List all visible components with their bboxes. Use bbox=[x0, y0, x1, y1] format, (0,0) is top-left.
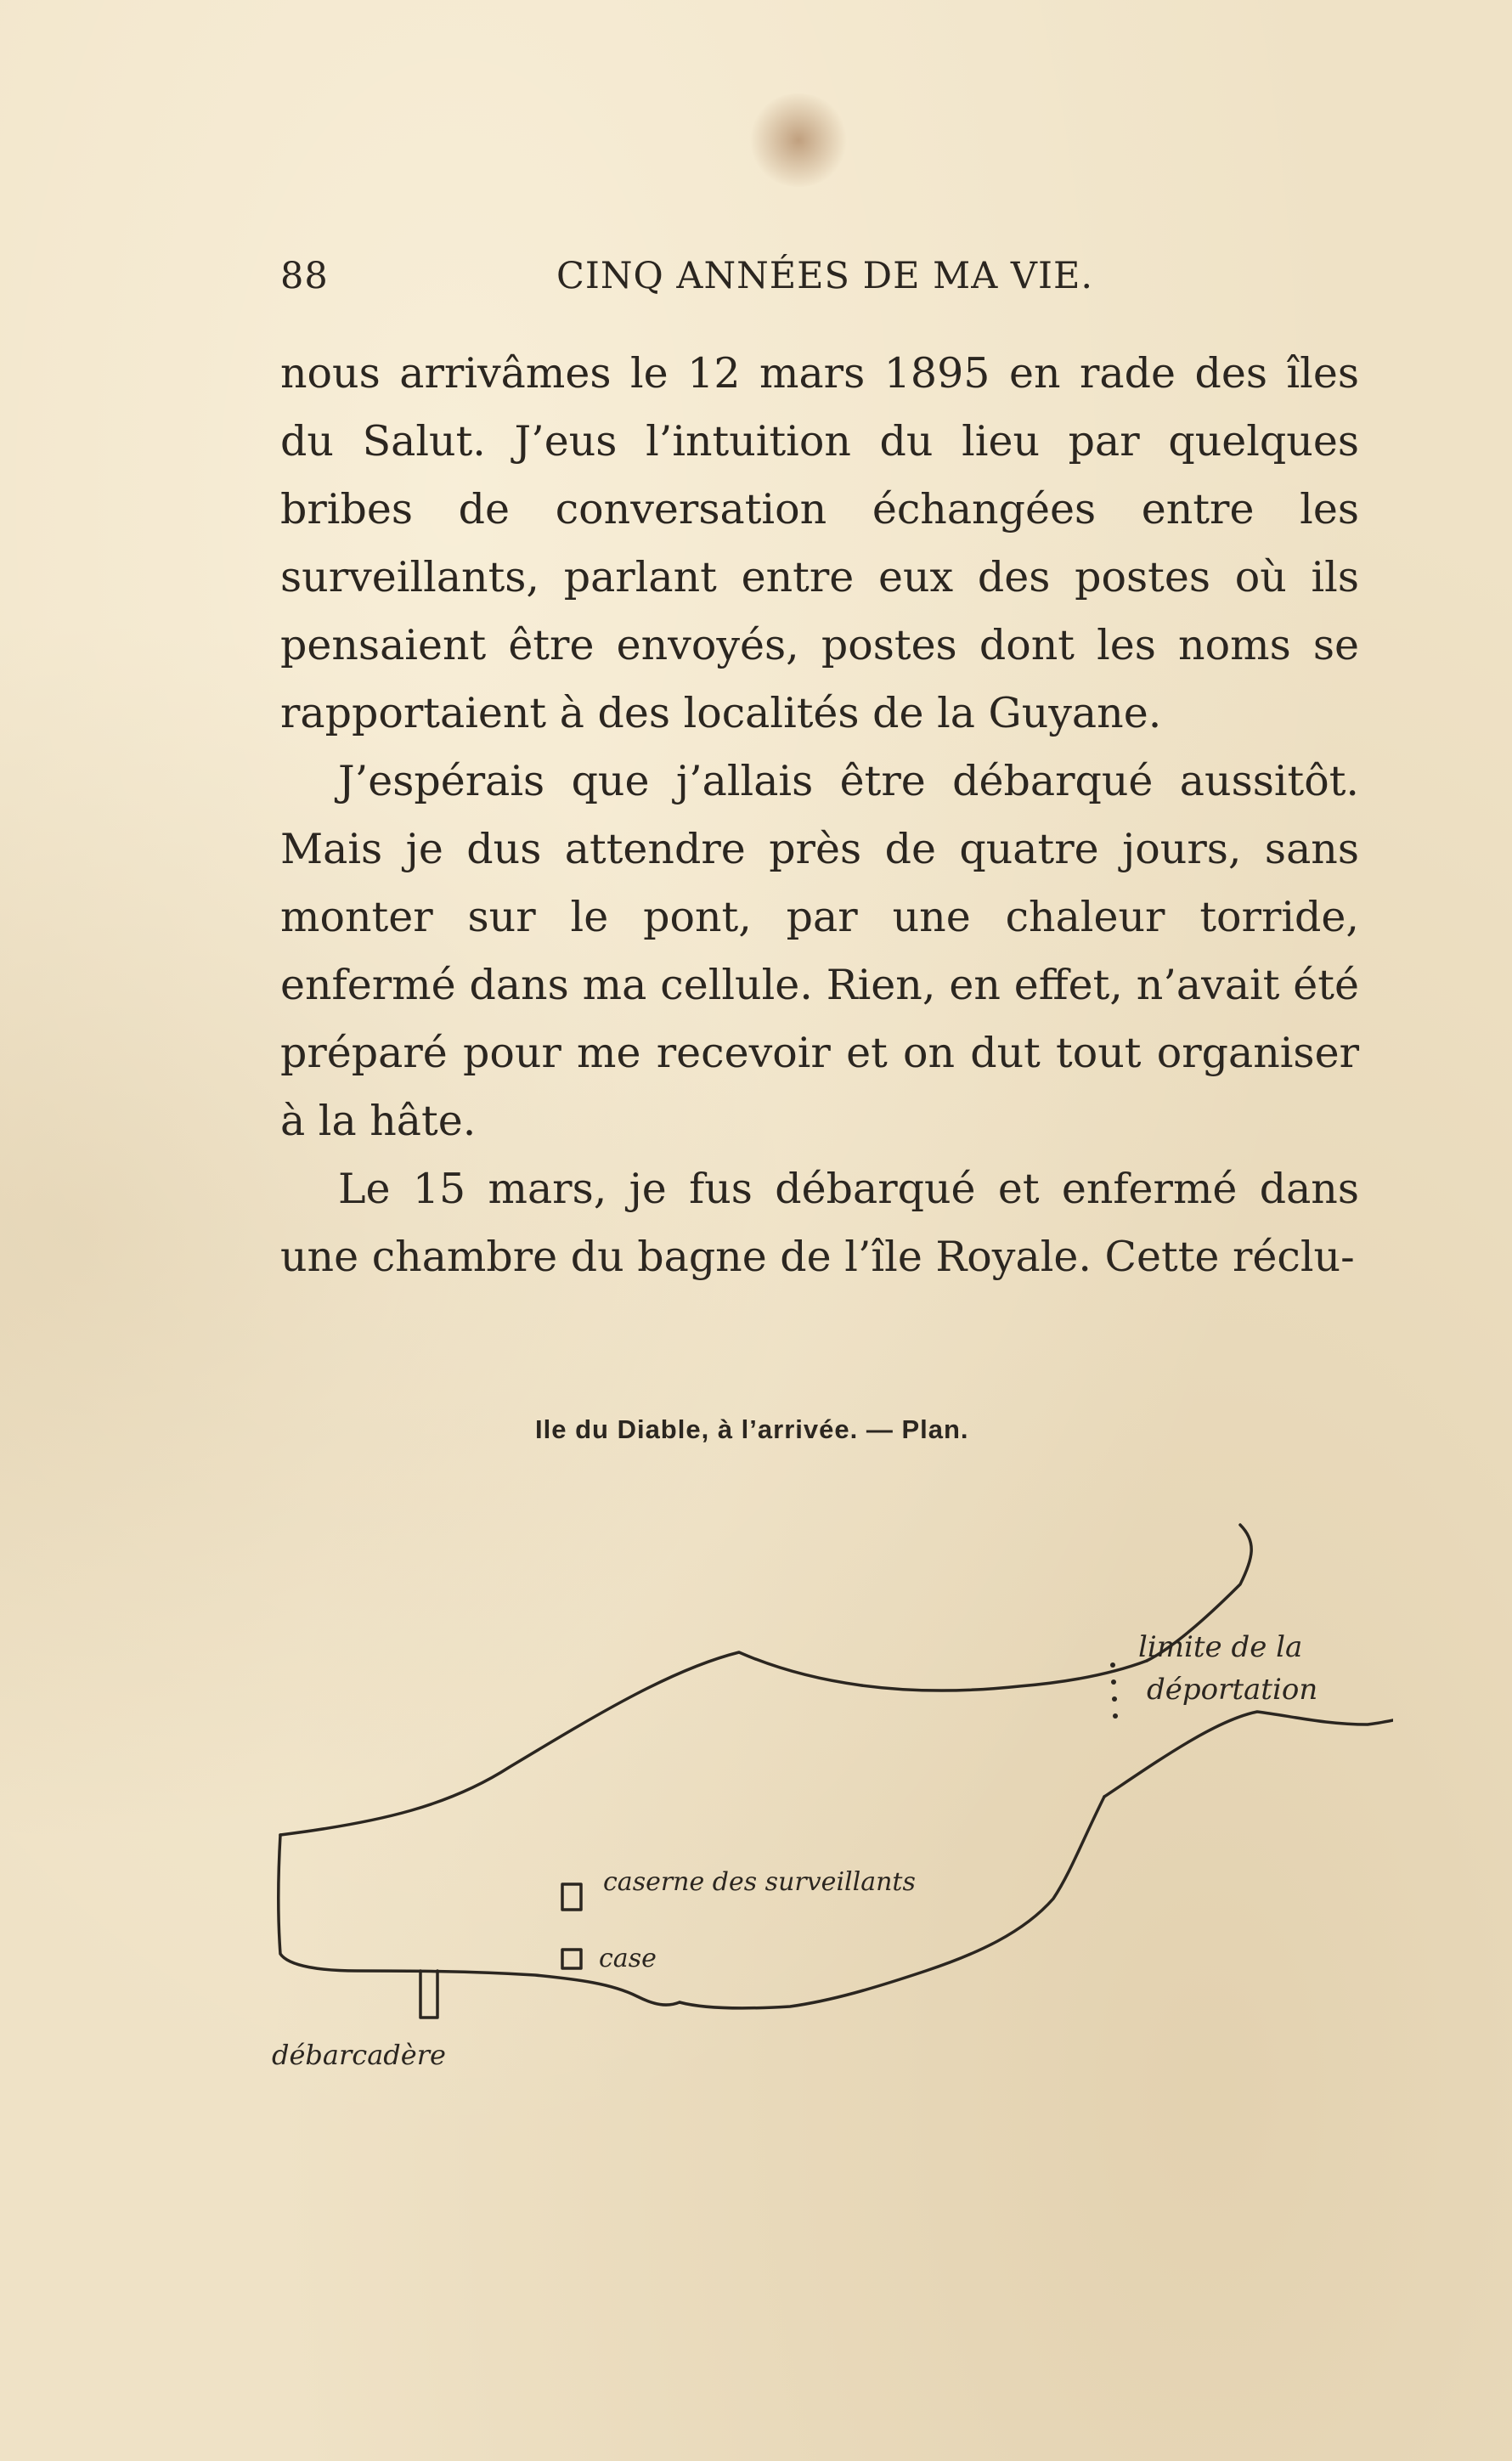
limit-label-2: déportation bbox=[1147, 1673, 1318, 1707]
coastline-tip bbox=[680, 1797, 1104, 2008]
paragraph-1: nous arrivâmes le 12 mars 1895 en rade des îles du Salut. J’eus l’intuition du lieu par quelques bribes de conversation échangées entre les surveillants, parlant entre eux des postes où ils pensaient être envoyés, postes dont les noms se rapportaient à des localités de la Guyane. bbox=[280, 349, 1359, 737]
paragraph-2: J’espérais que j’allais être débarqué aussitôt. Mais je dus attendre près de quatre jours, sans monter sur le pont, par une chaleur torride, enfermé dans ma cellule. Rien, en effet, n’avait été préparé pour me recevoir et on dut tout organiser à la hâte. bbox=[280, 757, 1359, 1145]
coastline-south-east bbox=[1104, 1712, 1393, 1797]
figure-caption: Ile du Diable, à l’arrivée. — Plan. bbox=[535, 1414, 969, 1444]
hut-label: case bbox=[599, 1944, 657, 1973]
landing-label: débarcadère bbox=[272, 2039, 446, 2071]
island-map bbox=[255, 1508, 1393, 2103]
barracks-box bbox=[562, 1884, 581, 1910]
body-text bbox=[280, 340, 1359, 1291]
running-head bbox=[280, 255, 1359, 306]
paragraph-3: Le 15 mars, je fus débarqué et enfermé dans une chambre du bagne de l’île Royale. Cette réclu- bbox=[280, 1165, 1359, 1281]
coastline-west bbox=[279, 1835, 680, 2005]
limit-label: limite de la bbox=[1138, 1630, 1303, 1664]
island-map-drawing bbox=[255, 1508, 1393, 2103]
landing-pier bbox=[420, 1971, 437, 2018]
ink-stain bbox=[748, 93, 849, 187]
coastline-north bbox=[280, 1652, 1147, 1835]
hut-box bbox=[562, 1950, 581, 1968]
running-title: CINQ ANNÉES DE MA VIE. bbox=[556, 255, 1094, 297]
page-number: 88 bbox=[280, 255, 329, 297]
barracks-label: caserne des surveillants bbox=[603, 1867, 916, 1897]
